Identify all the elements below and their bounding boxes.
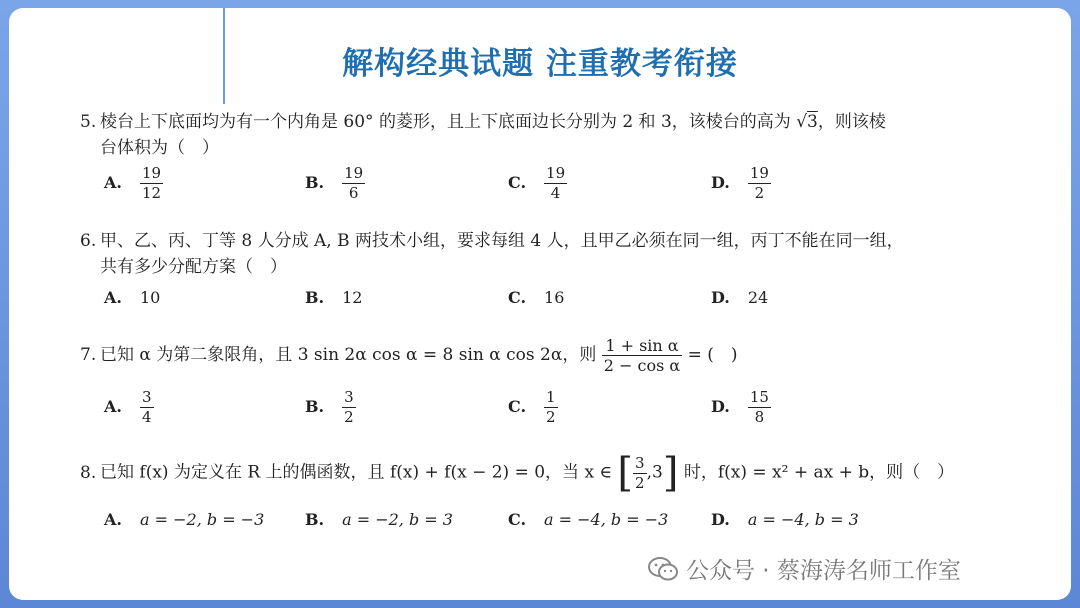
question-text: 已知 α 为第二象限角，且 3 sin 2α cos α = 8 sin α cos 2α，则 [100,345,602,365]
question-text-line2: 台体积为（ ） [100,138,219,158]
question-text-cont: = ( ) [682,345,738,365]
question-text-cont: ，则该棱 [817,112,886,132]
q8-option-c[interactable]: C. a = −4, b = −3 [508,510,669,529]
interval-fraction: $\frac{3}{2}$ [635,453,645,492]
q6-option-b[interactable]: B. 12 [305,288,363,307]
q7-option-a[interactable]: A. $\frac{3}{4}$ [104,388,152,426]
question-number: 7. [80,345,97,365]
watermark-text: 公众号 · 蔡海涛名师工作室 [686,558,961,584]
q7-option-c[interactable]: C. $\frac{1}{2}$ [508,388,556,426]
question-text-cont: 时，f(x) = x² + ax + b，则（ ） [678,462,955,483]
q8-option-d[interactable]: D. a = −4, b = 3 [711,510,859,529]
question-7 [80,336,738,375]
watermark [648,552,961,585]
q6-option-a[interactable]: A. 10 [104,288,161,307]
question-number: 8. [80,462,97,483]
q6-option-d[interactable]: D. 24 [711,288,769,307]
question-5 [80,109,886,161]
question-6 [80,228,904,280]
fraction-expression: $\frac{\text{1 + sin α}}{\text{2 − cos α}}$ [603,336,681,375]
question-number: 6. [80,231,97,251]
q7-option-b[interactable]: B. $\frac{3}{2}$ [305,388,354,426]
q5-option-c[interactable]: C. $\frac{19}{4}$ [508,164,566,202]
q5-option-d[interactable]: D. $\frac{19}{2}$ [711,164,769,202]
q8-option-a[interactable]: A. a = −2, b = −3 [104,510,265,529]
q8-option-b[interactable]: B. a = −2, b = 3 [305,510,453,529]
sqrt-expression: √3 [796,112,818,132]
q7-option-d[interactable]: D. $\frac{15}{8}$ [711,388,769,426]
q6-option-c[interactable]: C. 16 [508,288,565,307]
question-number: 5. [80,112,97,132]
question-text: 棱台上下底面均为有一个内角是 60° 的菱形，且上下底面边长分别为 2 和 3，该棱台的高为 [100,112,797,132]
question-text: 已知 f(x) 为定义在 R 上的偶函数，且 f(x) + f(x − 2) = 0，当 x ∈ [100,462,618,483]
wechat-icon [648,556,678,582]
question-8: 8. 已知 f(x) 为定义在 R 上的偶函数，且 f(x) + f(x − 2) = 0，当 x ∈ [ $\frac{3}{2}$ ,3] 时，f(x) = x² + ax + b，则（ ） [80,450,955,496]
question-text-line2: 共有多少分配方案（ ） [100,257,287,277]
page-title: 解构经典试题 注重教考衔接 [342,46,738,82]
q5-option-b[interactable]: B. $\frac{19}{6}$ [305,164,364,202]
q5-option-a[interactable]: A. $\frac{19}{12}$ [104,164,162,202]
question-text: 甲、乙、丙、丁等 8 人分成 A, B 两技术小组，要求每组 4 人，且甲乙必须在同一组，丙丁不能在同一组， [100,231,904,251]
